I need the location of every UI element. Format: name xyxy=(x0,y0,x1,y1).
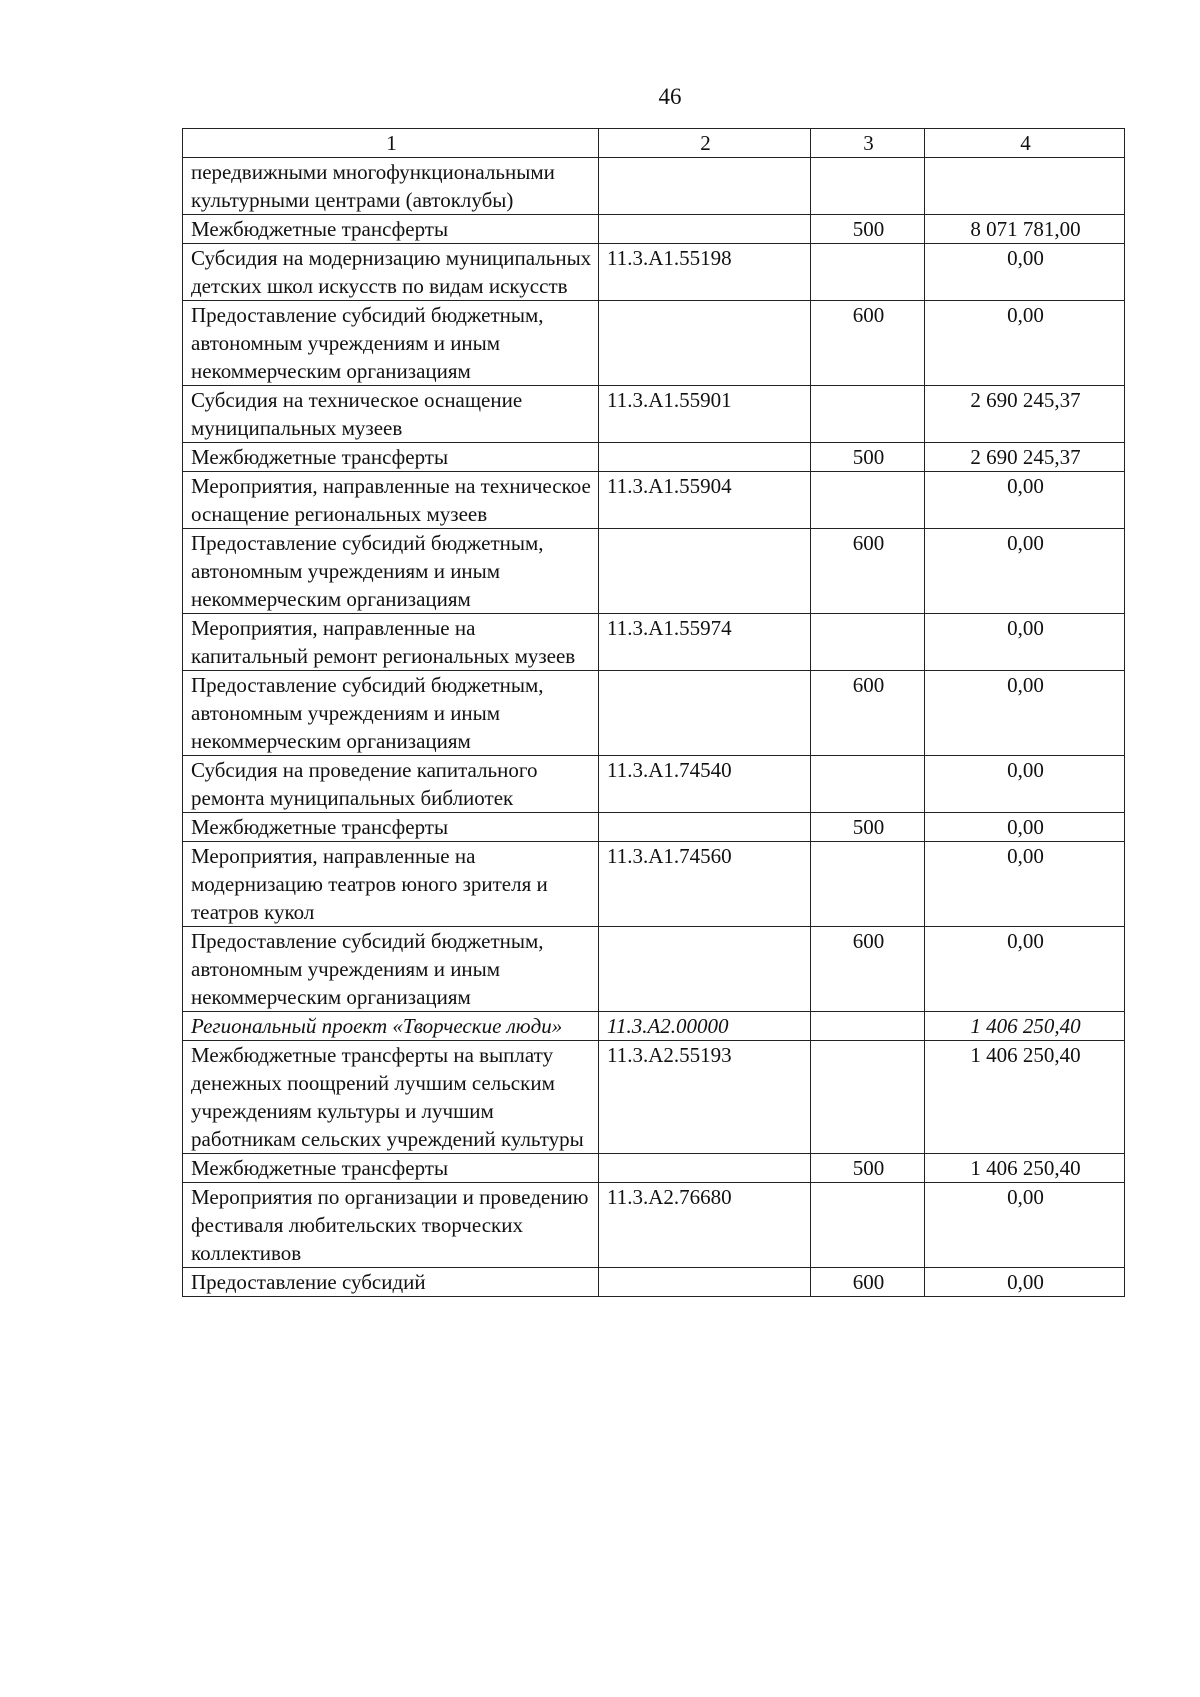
row-type-cell xyxy=(811,244,925,301)
table-row xyxy=(183,1012,1125,1041)
row-sum-cell: 1 406 250,40 xyxy=(925,1012,1125,1041)
row-type-cell: 600 xyxy=(811,529,925,614)
row-code-cell: 11.3.А1.55901 xyxy=(599,386,811,443)
row-name-cell: Региональный проект «Творческие люди» xyxy=(183,1012,599,1041)
table-row xyxy=(183,1041,1125,1154)
row-code-cell: 11.3.А1.74540 xyxy=(599,756,811,813)
row-code-cell xyxy=(599,215,811,244)
row-code-cell: 11.3.А1.74560 xyxy=(599,842,811,927)
row-type-cell: 600 xyxy=(811,301,925,386)
row-sum-cell: 1 406 250,40 xyxy=(925,1154,1125,1183)
row-sum-cell: 0,00 xyxy=(925,671,1125,756)
page-number: 46 xyxy=(658,84,682,109)
row-sum-cell: 0,00 xyxy=(925,756,1125,813)
row-code-cell: 11.3.А1.55198 xyxy=(599,244,811,301)
row-code-cell xyxy=(599,301,811,386)
row-type-cell xyxy=(811,1041,925,1154)
table-row xyxy=(183,614,1125,671)
row-code-cell xyxy=(599,443,811,472)
row-code-cell xyxy=(599,813,811,842)
row-type-cell xyxy=(811,386,925,443)
table-header-row xyxy=(183,129,1125,158)
row-sum-cell: 0,00 xyxy=(925,1268,1125,1297)
row-sum-cell: 0,00 xyxy=(925,614,1125,671)
row-sum-cell: 0,00 xyxy=(925,813,1125,842)
row-code-cell: 11.3.А2.76680 xyxy=(599,1183,811,1268)
row-type-cell: 500 xyxy=(811,813,925,842)
row-name-cell: Субсидия на техническое оснащение муниципальных музеев xyxy=(183,386,599,443)
row-name-cell: Мероприятия, направленные на техническое оснащение региональных музеев xyxy=(183,472,599,529)
row-code-cell xyxy=(599,1268,811,1297)
row-name-cell: Мероприятия, направленные на капитальный ремонт региональных музеев xyxy=(183,614,599,671)
row-name-cell: Предоставление субсидий бюджетным, автономным учреждениям и иным некоммерческим организациям xyxy=(183,301,599,386)
row-sum-cell: 2 690 245,37 xyxy=(925,386,1125,443)
row-sum-cell: 2 690 245,37 xyxy=(925,443,1125,472)
table-body xyxy=(183,158,1125,1297)
row-sum-cell: 8 071 781,00 xyxy=(925,215,1125,244)
row-type-cell: 600 xyxy=(811,1268,925,1297)
row-type-cell: 500 xyxy=(811,215,925,244)
row-code-cell xyxy=(599,529,811,614)
row-sum-cell xyxy=(925,158,1125,215)
row-name-cell: Субсидия на проведение капитального ремонта муниципальных библиотек xyxy=(183,756,599,813)
column-header-4: 4 xyxy=(925,129,1125,158)
row-type-cell: 600 xyxy=(811,927,925,1012)
table-row xyxy=(183,301,1125,386)
row-name-cell: Предоставление субсидий бюджетным, автономным учреждениям и иным некоммерческим организациям xyxy=(183,671,599,756)
row-name-cell: передвижными многофункциональными культурными центрами (автоклубы) xyxy=(183,158,599,215)
row-code-cell xyxy=(599,158,811,215)
row-code-cell xyxy=(599,927,811,1012)
row-name-cell: Межбюджетные трансферты xyxy=(183,813,599,842)
row-name-cell: Межбюджетные трансферты xyxy=(183,215,599,244)
table-row xyxy=(183,158,1125,215)
row-type-cell xyxy=(811,756,925,813)
table-row xyxy=(183,1154,1125,1183)
row-name-cell: Мероприятия по организации и проведению фестиваля любительских творческих коллективов xyxy=(183,1183,599,1268)
row-type-cell: 600 xyxy=(811,671,925,756)
table-row xyxy=(183,842,1125,927)
row-name-cell: Межбюджетные трансферты xyxy=(183,1154,599,1183)
row-sum-cell: 1 406 250,40 xyxy=(925,1041,1125,1154)
row-name-cell: Субсидия на модернизацию муниципальных детских школ искусств по видам искусств xyxy=(183,244,599,301)
table-row xyxy=(183,443,1125,472)
table-row xyxy=(183,1268,1125,1297)
row-sum-cell: 0,00 xyxy=(925,842,1125,927)
column-header-1: 1 xyxy=(183,129,599,158)
row-type-cell: 500 xyxy=(811,1154,925,1183)
row-type-cell xyxy=(811,842,925,927)
table-row xyxy=(183,529,1125,614)
row-sum-cell: 0,00 xyxy=(925,301,1125,386)
column-header-2: 2 xyxy=(599,129,811,158)
row-name-cell: Предоставление субсидий бюджетным, автономным учреждениям и иным некоммерческим организациям xyxy=(183,529,599,614)
row-name-cell: Межбюджетные трансферты xyxy=(183,443,599,472)
row-name-cell: Мероприятия, направленные на модернизацию театров юного зрителя и театров кукол xyxy=(183,842,599,927)
table-row xyxy=(183,244,1125,301)
table-row xyxy=(183,472,1125,529)
column-header-3: 3 xyxy=(811,129,925,158)
row-name-cell: Предоставление субсидий бюджетным, автономным учреждениям и иным некоммерческим организациям xyxy=(183,927,599,1012)
row-type-cell xyxy=(811,614,925,671)
row-sum-cell: 0,00 xyxy=(925,1183,1125,1268)
row-sum-cell: 0,00 xyxy=(925,244,1125,301)
table-row xyxy=(183,756,1125,813)
row-type-cell xyxy=(811,1012,925,1041)
row-type-cell: 500 xyxy=(811,443,925,472)
row-code-cell: 11.3.А2.55193 xyxy=(599,1041,811,1154)
row-sum-cell: 0,00 xyxy=(925,472,1125,529)
table-row xyxy=(183,927,1125,1012)
row-code-cell xyxy=(599,1154,811,1183)
row-code-cell: 11.3.А1.55904 xyxy=(599,472,811,529)
row-name-cell: Предоставление субсидий xyxy=(183,1268,599,1297)
table-row xyxy=(183,813,1125,842)
row-type-cell xyxy=(811,472,925,529)
row-name-cell: Межбюджетные трансферты на выплату денежных поощрений лучшим сельским учреждениям культуры и лучшим работникам сельских учреждений культуры xyxy=(183,1041,599,1154)
budget-table xyxy=(182,128,1125,1297)
row-code-cell: 11.3.А1.55974 xyxy=(599,614,811,671)
table-row xyxy=(183,671,1125,756)
table-row xyxy=(183,386,1125,443)
row-code-cell: 11.3.А2.00000 xyxy=(599,1012,811,1041)
table-row xyxy=(183,1183,1125,1268)
row-sum-cell: 0,00 xyxy=(925,927,1125,1012)
row-code-cell xyxy=(599,671,811,756)
row-sum-cell: 0,00 xyxy=(925,529,1125,614)
row-type-cell xyxy=(811,1183,925,1268)
row-type-cell xyxy=(811,158,925,215)
table-row xyxy=(183,215,1125,244)
